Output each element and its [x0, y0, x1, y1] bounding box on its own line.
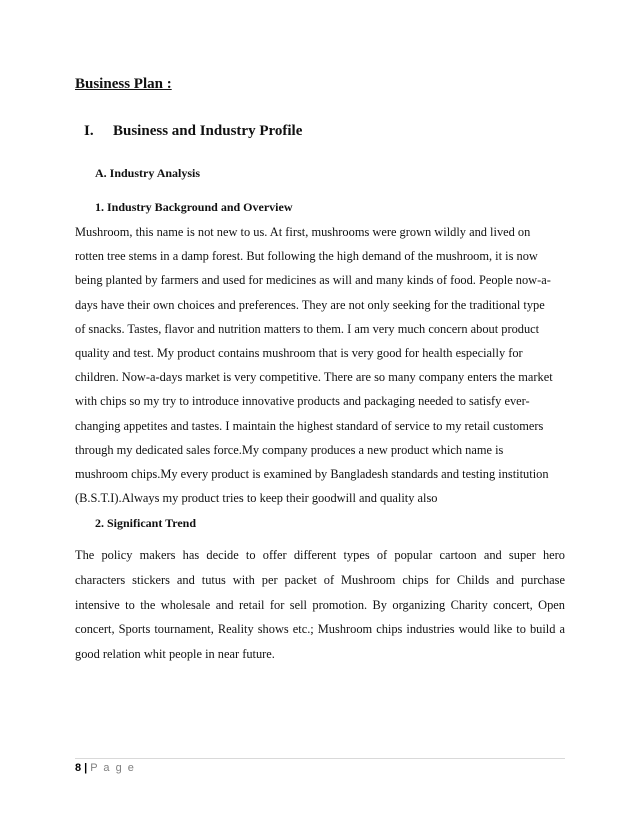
- document-title: Business Plan :: [75, 76, 172, 92]
- paragraph-line: The policy makers has decide to offer different types of popular cartoon and super hero: [75, 548, 565, 562]
- paragraph-line: through my dedicated sales force.My company produces a new product which name is: [75, 442, 504, 457]
- page-number: 8: [75, 762, 82, 774]
- subsection-heading-industry-analysis: A. Industry Analysis: [95, 166, 201, 180]
- paragraph-line: of snacks. Tastes, flavor and nutrition matters to them. I am very much concern about product: [75, 321, 540, 336]
- paragraph-line: with chips so my try to introduce innovative products and packaging needed to satisfy ever-: [75, 394, 530, 409]
- paragraph-industry-background: [75, 220, 565, 510]
- page-label: P a g e: [90, 762, 136, 774]
- paragraph-line: concert, Sports tournament, Reality shows etc.; Mushroom chips industries would like to build a: [75, 622, 565, 637]
- paragraph-line: days have their own choices and preferences. They are not only seeking for the traditional type: [75, 297, 545, 312]
- footer-separator: |: [84, 762, 88, 774]
- paragraph-significant-trend: [75, 543, 565, 667]
- paragraph-line: being planted by farmers and used for medicines as will and many kinds of food. People now-a-: [75, 273, 551, 288]
- paragraph-line: quality and test. My product contains mushroom that is very good for health especially for: [75, 346, 523, 361]
- paragraph-line: intensive to the wholesale and retail for sell promotion. By organizing Charity concert, Open: [75, 597, 565, 612]
- section-number: I.: [84, 123, 94, 139]
- paragraph-line: changing appetites and tastes. I maintain the highest standard of service to my retail customers: [75, 418, 544, 433]
- heading-industry-background: 1. Industry Background and Overview: [95, 200, 293, 214]
- paragraph-line: characters stickers and tutus with per packet of Mushroom chips for Childs and purchase: [75, 572, 565, 587]
- paragraph-line: (B.S.T.I).Always my product tries to keep their goodwill and quality also: [75, 491, 438, 506]
- page-footer: [75, 762, 135, 774]
- paragraph-line: mushroom chips.My every product is examined by Bangladesh standards and testing institution: [75, 467, 549, 482]
- paragraph-line: children. Now-a-days market is very competitive. There are so many company enters the market: [75, 370, 553, 385]
- paragraph-line: Mushroom, this name is not new to us. At first, mushrooms were grown wildly and lived on: [75, 225, 531, 239]
- footer-divider: [75, 758, 565, 759]
- paragraph-line: rotten tree stems in a damp forest. But following the high demand of the mushroom, it is now: [75, 249, 538, 264]
- section-title: Business and Industry Profile: [113, 123, 303, 139]
- heading-significant-trend: 2. Significant Trend: [95, 516, 197, 530]
- paragraph-line: good relation whit people in near future.: [75, 647, 275, 662]
